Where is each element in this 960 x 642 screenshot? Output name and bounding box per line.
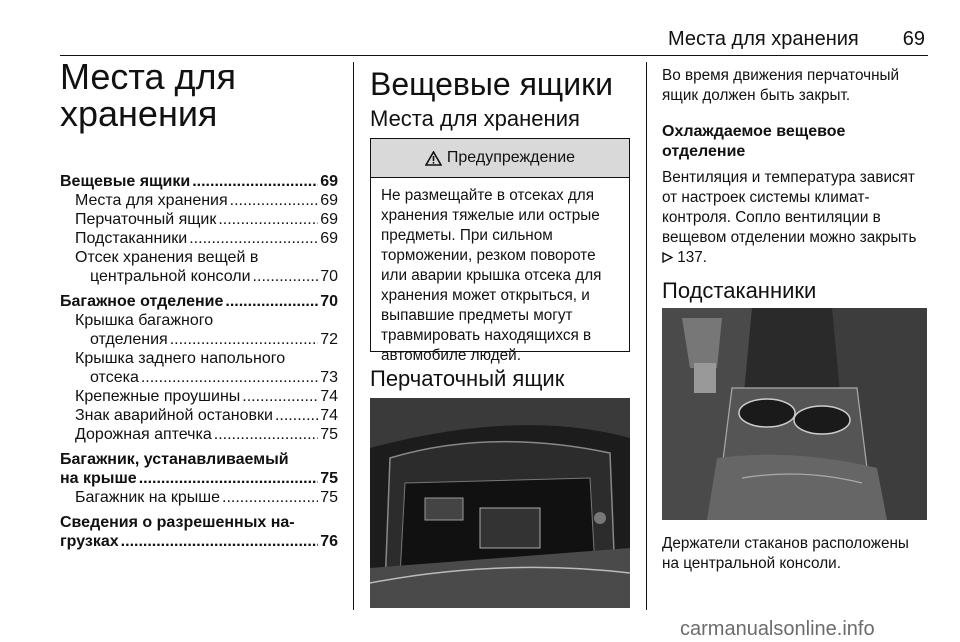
toc-item-cupholders[interactable]: Подстаканники ..... 69 <box>60 229 338 248</box>
subsection-heading-storage-places: Места для хранения <box>370 106 580 131</box>
cupholder-illustration <box>662 308 927 520</box>
toc-item-console-storage[interactable]: центральной консоли ..... 70 <box>60 267 338 286</box>
column-divider-right <box>646 62 647 610</box>
cupholders-heading: Подстаканники <box>662 278 817 303</box>
toc-item-floor-cover[interactable]: отсека ..... 73 <box>60 368 338 387</box>
warning-title: Предупреждение <box>446 149 576 166</box>
section-heading-storage-boxes: Вещевые ящики <box>370 66 613 102</box>
warning-icon <box>425 151 442 166</box>
subsection-heading-glovebox: Перчаточный ящик <box>370 366 565 391</box>
toc-item-load-compartment[interactable]: Багажное отделение ..... 70 <box>60 292 338 311</box>
toc-item-glovebox[interactable]: Перчаточный ящик ..... 69 <box>60 210 338 229</box>
toc-item-roof-rack[interactable]: Багажник на крыше ..... 75 <box>60 488 338 507</box>
toc-item-loading-info-line1[interactable]: Сведения о разрешенных на- <box>60 514 295 531</box>
watermark: carmanualsonline.info <box>680 618 875 640</box>
warning-header <box>371 139 629 178</box>
warning-box <box>370 138 630 364</box>
toc-item-loading-info[interactable]: грузках ..... 76 <box>60 532 338 551</box>
cupholders-caption: Держатели стаканов расположены на центральной консоли. <box>662 535 909 572</box>
reference-arrow-icon <box>662 252 673 263</box>
toc-item-console-storage-line1[interactable]: Отсек хранения вещей в <box>75 249 259 266</box>
toc-item-roof-rack-system[interactable]: на крыше ..... 75 <box>60 469 338 488</box>
toc-item-storage-places[interactable]: Места для хранения ..... 69 <box>60 191 338 210</box>
column-divider-left <box>353 62 354 610</box>
toc-item-lashing-eyes[interactable]: Крепежные проушины ..... 74 <box>60 387 338 406</box>
warning-text: Не размещайте в отсеках для хранения тяжелые или острые предметы. При сильном торможении, резком повороте или аварии крышка отсека для хранения может открыться, и выпавшие предметы могут травмировать находящихся в автомобиле людей. <box>381 187 602 364</box>
glovebox-illustration <box>370 398 630 608</box>
toc-item-floor-cover-line1[interactable]: Крышка заднего напольного <box>75 350 286 367</box>
page-number: 69 <box>902 28 925 50</box>
page-reference[interactable]: 137. <box>677 249 708 266</box>
toc-item-roof-rack-line1[interactable]: Багажник, устанавливаемый <box>60 451 289 468</box>
table-of-contents <box>60 172 338 551</box>
glovebox-paragraph: Во время движения перчаточный ящик должен быть закрыт. <box>662 67 900 104</box>
running-header <box>0 28 925 51</box>
toc-item-first-aid-kit[interactable]: Дорожная аптечка ..... 75 <box>60 425 338 444</box>
toc-item-load-cover-line1[interactable]: Крышка багажного <box>75 312 214 329</box>
toc-item-load-cover[interactable]: отделения ..... 72 <box>60 330 338 349</box>
cooled-storage-heading: Охлаждаемое вещевое отделение <box>662 123 846 160</box>
toc-item-storage-boxes[interactable]: Вещевые ящики ..... 69 <box>60 172 338 191</box>
right-column-text <box>662 66 927 268</box>
chapter-title: Места для хранения <box>60 56 237 134</box>
cooled-storage-paragraph: Вентиляция и температура зависят от настроек системы климат-контроля. Сопло вентиляции в вещевом отделении можно закрыть 137. <box>662 169 917 266</box>
header-title: Места для хранения <box>667 28 859 50</box>
toc-item-warning-triangle[interactable]: Знак аварийной остановки ..... 74 <box>60 406 338 425</box>
